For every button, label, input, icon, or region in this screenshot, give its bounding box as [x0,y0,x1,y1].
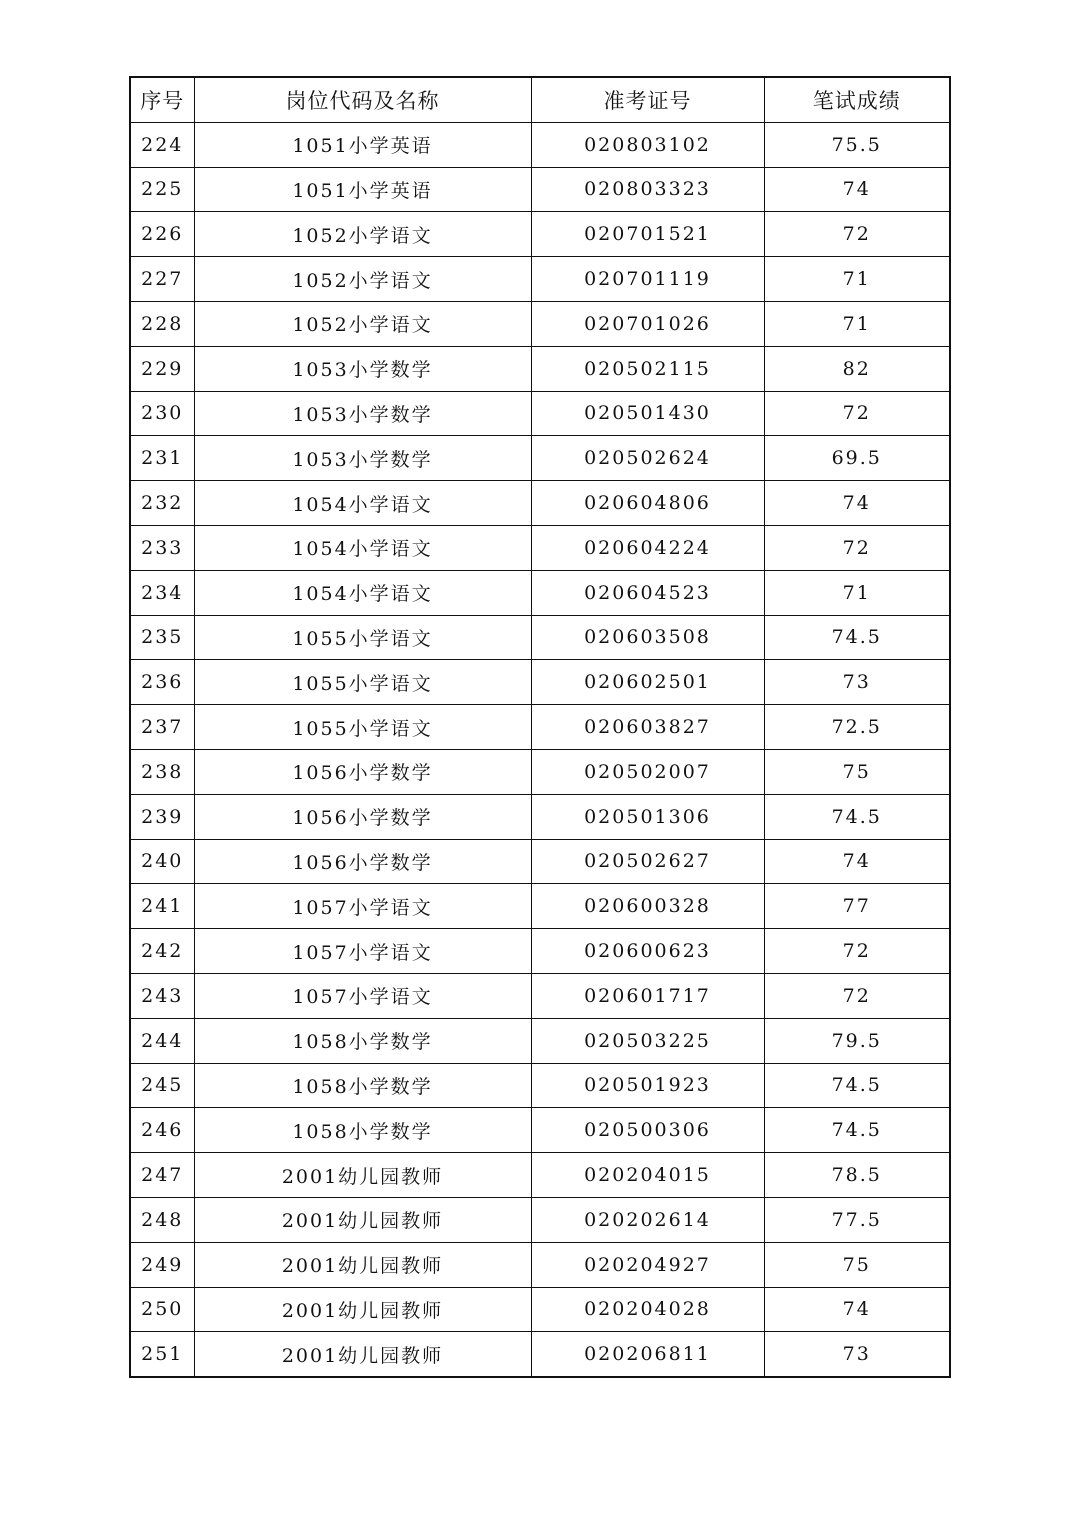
cell-position: 1056小学数学 [194,839,531,884]
cell-position: 1055小学语文 [194,615,531,660]
cell-score: 74 [764,1287,950,1332]
table-row [130,660,950,705]
table-row [130,1287,950,1332]
cell-exam-id: 020803323 [531,167,764,212]
cell-score: 74.5 [764,1108,950,1153]
cell-position: 1057小学语文 [194,884,531,929]
cell-position: 1052小学语文 [194,257,531,302]
table-row [130,839,950,884]
cell-no: 237 [130,705,194,750]
cell-score: 71 [764,301,950,346]
cell-exam-id: 020501430 [531,391,764,436]
cell-score: 72 [764,973,950,1018]
table-row [130,794,950,839]
table-header-row [130,77,950,122]
cell-score: 73 [764,660,950,705]
cell-no: 229 [130,346,194,391]
table-row [130,705,950,750]
cell-no: 230 [130,391,194,436]
table-body [130,122,950,1377]
table-row [130,346,950,391]
cell-exam-id: 020701026 [531,301,764,346]
cell-exam-id: 020603827 [531,705,764,750]
table-row [130,122,950,167]
cell-position: 2001幼儿园教师 [194,1242,531,1287]
cell-score: 72 [764,525,950,570]
table-row [130,301,950,346]
cell-exam-id: 020500306 [531,1108,764,1153]
cell-no: 244 [130,1018,194,1063]
table-row [130,929,950,974]
table-row [130,436,950,481]
cell-no: 227 [130,257,194,302]
cell-score: 82 [764,346,950,391]
table-row [130,884,950,929]
table-row [130,525,950,570]
cell-exam-id: 020502627 [531,839,764,884]
cell-position: 2001幼儿园教师 [194,1332,531,1377]
cell-exam-id: 020803102 [531,122,764,167]
table-row [130,1153,950,1198]
table-row [130,570,950,615]
cell-exam-id: 020701119 [531,257,764,302]
cell-no: 238 [130,749,194,794]
cell-exam-id: 020601717 [531,973,764,1018]
table-row [130,167,950,212]
cell-no: 249 [130,1242,194,1287]
cell-score: 71 [764,257,950,302]
score-table [129,76,951,1378]
cell-position: 1052小学语文 [194,301,531,346]
table-row [130,481,950,526]
cell-position: 1053小学数学 [194,346,531,391]
cell-no: 235 [130,615,194,660]
cell-score: 74 [764,839,950,884]
header-exam-id: 准考证号 [531,77,764,122]
cell-no: 250 [130,1287,194,1332]
cell-score: 72 [764,212,950,257]
cell-no: 241 [130,884,194,929]
cell-exam-id: 020503225 [531,1018,764,1063]
cell-exam-id: 020204028 [531,1287,764,1332]
table-row [130,749,950,794]
cell-position: 1055小学语文 [194,660,531,705]
cell-no: 247 [130,1153,194,1198]
cell-score: 75 [764,749,950,794]
table-row [130,1242,950,1287]
cell-exam-id: 020501306 [531,794,764,839]
table-row [130,973,950,1018]
cell-position: 1053小学数学 [194,391,531,436]
cell-position: 1058小学数学 [194,1018,531,1063]
cell-no: 233 [130,525,194,570]
cell-no: 232 [130,481,194,526]
table-row [130,212,950,257]
cell-score: 74.5 [764,794,950,839]
cell-no: 225 [130,167,194,212]
cell-no: 246 [130,1108,194,1153]
table-row [130,615,950,660]
header-position: 岗位代码及名称 [194,77,531,122]
cell-no: 231 [130,436,194,481]
cell-exam-id: 020602501 [531,660,764,705]
cell-position: 1054小学语文 [194,525,531,570]
cell-exam-id: 020502007 [531,749,764,794]
cell-position: 1055小学语文 [194,705,531,750]
cell-position: 2001幼儿园教师 [194,1153,531,1198]
table-row [130,1108,950,1153]
cell-score: 72 [764,929,950,974]
cell-exam-id: 020204927 [531,1242,764,1287]
cell-position: 1056小学数学 [194,749,531,794]
cell-score: 77 [764,884,950,929]
cell-score: 73 [764,1332,950,1377]
cell-position: 1054小学语文 [194,481,531,526]
cell-score: 74 [764,167,950,212]
header-no: 序号 [130,77,194,122]
table-row [130,1197,950,1242]
cell-score: 69.5 [764,436,950,481]
cell-position: 1058小学数学 [194,1108,531,1153]
cell-no: 236 [130,660,194,705]
table-row [130,1018,950,1063]
table-row [130,1332,950,1377]
table-row [130,257,950,302]
cell-no: 243 [130,973,194,1018]
cell-score: 72.5 [764,705,950,750]
table-row [130,1063,950,1108]
cell-position: 1051小学英语 [194,122,531,167]
cell-exam-id: 020701521 [531,212,764,257]
cell-exam-id: 020603508 [531,615,764,660]
cell-position: 1056小学数学 [194,794,531,839]
cell-score: 74.5 [764,615,950,660]
cell-position: 1057小学语文 [194,929,531,974]
cell-score: 77.5 [764,1197,950,1242]
cell-exam-id: 020501923 [531,1063,764,1108]
cell-exam-id: 020604806 [531,481,764,526]
table-row [130,391,950,436]
cell-exam-id: 020600623 [531,929,764,974]
cell-position: 2001幼儿园教师 [194,1197,531,1242]
cell-score: 74.5 [764,1063,950,1108]
cell-score: 75.5 [764,122,950,167]
cell-no: 234 [130,570,194,615]
cell-no: 245 [130,1063,194,1108]
cell-exam-id: 020600328 [531,884,764,929]
cell-no: 226 [130,212,194,257]
cell-score: 75 [764,1242,950,1287]
cell-position: 1052小学语文 [194,212,531,257]
cell-no: 251 [130,1332,194,1377]
cell-score: 74 [764,481,950,526]
cell-position: 1051小学英语 [194,167,531,212]
cell-position: 1058小学数学 [194,1063,531,1108]
cell-score: 78.5 [764,1153,950,1198]
cell-position: 1053小学数学 [194,436,531,481]
cell-no: 239 [130,794,194,839]
cell-exam-id: 020202614 [531,1197,764,1242]
cell-exam-id: 020502115 [531,346,764,391]
cell-no: 240 [130,839,194,884]
cell-score: 71 [764,570,950,615]
cell-position: 1057小学语文 [194,973,531,1018]
cell-exam-id: 020204015 [531,1153,764,1198]
cell-no: 224 [130,122,194,167]
cell-exam-id: 020604523 [531,570,764,615]
cell-exam-id: 020502624 [531,436,764,481]
cell-position: 1054小学语文 [194,570,531,615]
cell-no: 228 [130,301,194,346]
cell-no: 248 [130,1197,194,1242]
cell-exam-id: 020604224 [531,525,764,570]
cell-score: 79.5 [764,1018,950,1063]
cell-position: 2001幼儿园教师 [194,1287,531,1332]
header-score: 笔试成绩 [764,77,950,122]
cell-no: 242 [130,929,194,974]
cell-score: 72 [764,391,950,436]
cell-exam-id: 020206811 [531,1332,764,1377]
